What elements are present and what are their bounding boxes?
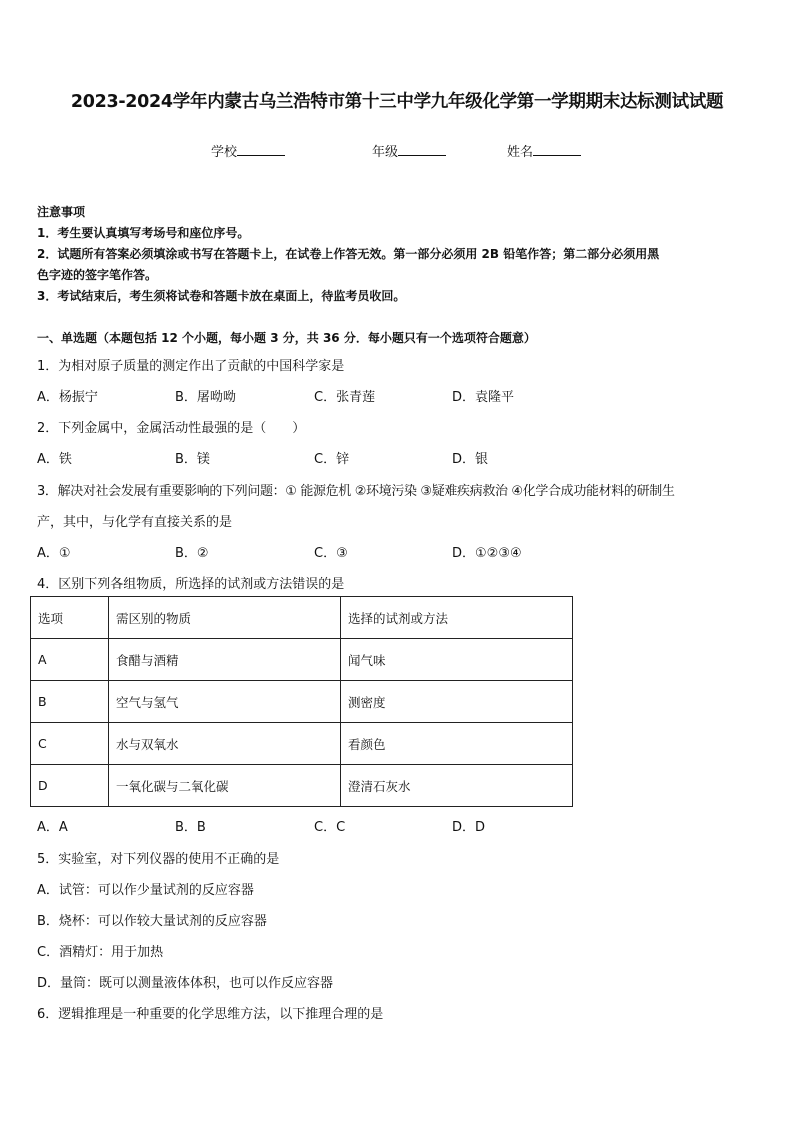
- question-1-stem: 1．为相对原子质量的测定作出了贡献的中国科学家是: [37, 359, 345, 374]
- table-cell: 空气与氢气: [109, 681, 341, 723]
- table-cell: A: [31, 639, 109, 681]
- q4-option-d: D．D: [452, 820, 486, 835]
- q2-option-b: B．镁: [175, 452, 210, 467]
- grade-blank: [398, 144, 446, 156]
- section-heading: 一、单选题（本题包括 12 个小题，每小题 3 分，共 36 分．每小题只有一个选项符合题意）: [37, 331, 536, 345]
- table-cell: 澄清石灰水: [341, 765, 573, 807]
- question-2-stem: 2．下列金属中，金属活动性最强的是（ ）: [37, 421, 306, 436]
- question-4-stem: 4．区别下列各组物质，所选择的试剂或方法错误的是: [37, 577, 345, 592]
- name-blank: [533, 144, 581, 156]
- comparison-table: [30, 596, 573, 807]
- school-blank: [237, 144, 285, 156]
- notice-item: 色字迹的签字笔作答。: [37, 268, 158, 282]
- table-cell: 测密度: [341, 681, 573, 723]
- page-title: 2023-2024学年内蒙古乌兰浩特市第十三中学九年级化学第一学期期末达标测试试题: [70, 92, 724, 112]
- q1-option-d: D．袁隆平: [452, 390, 515, 405]
- q2-option-c: C．锌: [314, 452, 350, 467]
- table-cell: 一氧化碳与二氧化碳: [109, 765, 341, 807]
- q5-option-c: C．酒精灯：用于加热: [37, 945, 164, 960]
- table-row: [31, 765, 573, 807]
- school-label: 学校: [211, 145, 238, 160]
- table-header-row: [31, 597, 573, 639]
- table-cell: 水与双氧水: [109, 723, 341, 765]
- q5-option-b: B．烧杯：可以作较大量试剂的反应容器: [37, 914, 267, 929]
- grade-field: [372, 141, 446, 160]
- table-cell: D: [31, 765, 109, 807]
- table-cell: B: [31, 681, 109, 723]
- notice-item: 2．试题所有答案必须填涂或书写在答题卡上，在试卷上作答无效。第一部分必须用 2B 铅笔作答；第二部分必须用黑: [37, 247, 660, 261]
- notice-item: 1．考生要认真填写考场号和座位序号。: [37, 226, 250, 240]
- q5-option-a: A．试管：可以作少量试剂的反应容器: [37, 883, 254, 898]
- q4-option-b: B．B: [175, 820, 206, 835]
- notice-item: 3．考试结束后，考生须将试卷和答题卡放在桌面上，待监考员收回。: [37, 289, 406, 303]
- q1-option-b: B．屠呦呦: [175, 390, 236, 405]
- q3-option-a: A．①: [37, 546, 71, 561]
- table-row: [31, 639, 573, 681]
- q1-option-a: A．杨振宁: [37, 390, 98, 405]
- table-header-cell: 需区别的物质: [109, 597, 341, 639]
- q3-option-d: D．①②③④: [452, 546, 522, 561]
- question-6-stem: 6．逻辑推理是一种重要的化学思维方法，以下推理合理的是: [37, 1007, 384, 1022]
- school-field: [211, 141, 285, 160]
- question-5-stem: 5．实验室，对下列仪器的使用不正确的是: [37, 852, 280, 867]
- table-row: [31, 681, 573, 723]
- table-cell: 闻气味: [341, 639, 573, 681]
- table-header-cell: 选择的试剂或方法: [341, 597, 573, 639]
- question-3-stem: 3．解决对社会发展有重要影响的下列问题：① 能源危机 ②环境污染 ③疑难疾病救治 ④化学合成功能材料的研制生: [37, 484, 675, 499]
- table-cell: 看颜色: [341, 723, 573, 765]
- question-3-stem-cont: 产，其中，与化学有直接关系的是: [37, 515, 233, 530]
- table-cell: 食醋与酒精: [109, 639, 341, 681]
- notice-heading: 注意事项: [37, 205, 86, 219]
- q2-option-d: D．银: [452, 452, 489, 467]
- q5-option-d: D．量筒：既可以测量液体体积，也可以作反应容器: [37, 976, 334, 991]
- q3-option-b: B．②: [175, 546, 209, 561]
- name-label: 姓名: [507, 145, 534, 160]
- grade-label: 年级: [372, 145, 399, 160]
- table-row: [31, 723, 573, 765]
- q2-option-a: A．铁: [37, 452, 72, 467]
- q4-option-c: C．C: [314, 820, 346, 835]
- table-cell: C: [31, 723, 109, 765]
- table-header-cell: 选项: [31, 597, 109, 639]
- q1-option-c: C．张青莲: [314, 390, 376, 405]
- q3-option-c: C．③: [314, 546, 348, 561]
- q4-option-a: A．A: [37, 820, 68, 835]
- name-field: [507, 141, 581, 160]
